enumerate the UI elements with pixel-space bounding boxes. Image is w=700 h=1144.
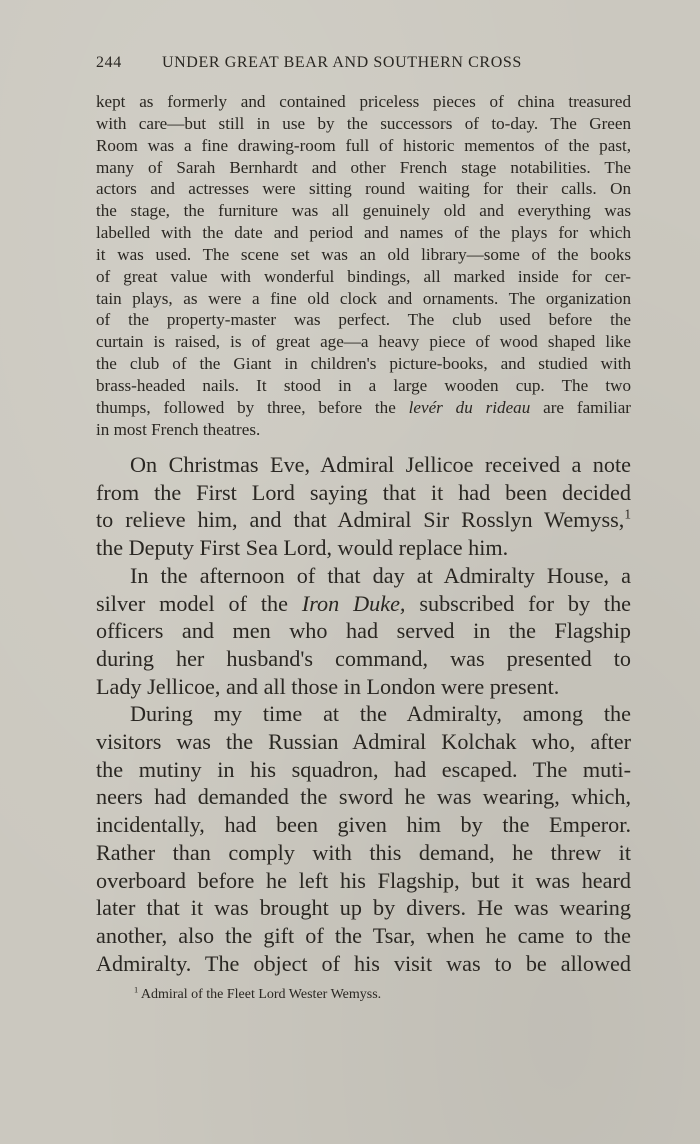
text-line: the stage, the furniture was all genuinely old and everything was: [96, 201, 631, 221]
running-header: [96, 54, 636, 72]
text-line: in most French theatres.: [96, 419, 261, 439]
italic-phrase: Iron Duke,: [301, 590, 406, 616]
text-line: during her husband's command, was presented to: [96, 645, 631, 671]
page-number: 244: [96, 54, 122, 71]
text-line: [96, 506, 631, 534]
text-line: of great value with wonderful bindings, all marked inside for cer-: [96, 266, 631, 286]
italic-phrase: levér du rideau: [408, 397, 531, 417]
text-line: officers and men who had served in the Flagship: [96, 618, 631, 644]
text-segment: are familiar: [543, 397, 631, 417]
text-line: another, also the gift of the Tsar, when he came to the: [96, 922, 631, 948]
text-line: [96, 590, 631, 618]
text-line: overboard before he left his Flagship, but it was heard: [96, 867, 631, 893]
text-line: later that it was brought up by divers. He was wearing: [96, 895, 631, 921]
text-line: the Deputy First Sea Lord, would replace him.: [96, 535, 509, 561]
text-line: neers had demanded the sword he was wearing, which,: [96, 784, 631, 810]
text-segment: thumps, followed by three, before the: [96, 397, 396, 417]
text-line: with care—but still in use by the successors of to-day. The Green: [96, 113, 631, 133]
text-line: kept as formerly and contained priceless pieces of china treasured: [96, 92, 631, 111]
text-line: Lady Jellicoe, and all those in London were present.: [96, 673, 560, 699]
text-line: many of Sarah Bernhardt and other French stage notabilities. The: [96, 157, 631, 177]
footnote-text: Admiral of the Fleet Lord Wester Wemyss.: [140, 987, 382, 1002]
text-line: brass-headed nails. It stood in a large wooden cup. The two: [96, 375, 631, 395]
text-segment: silver model of the: [96, 590, 288, 616]
text-line: During my time at the Admiralty, among the: [130, 701, 631, 727]
text-line: [96, 397, 631, 419]
footnote-marker: 1: [134, 985, 139, 995]
running-title: UNDER GREAT BEAR AND SOUTHERN CROSS: [162, 54, 522, 71]
text-line: Room was a fine drawing-room full of historic mementos of the past,: [96, 135, 631, 155]
text-line: curtain is raised, is of great age—a heavy piece of wood shaped like: [96, 332, 631, 352]
text-line: labelled with the date and period and names of the plays for which: [96, 223, 631, 243]
text-line: from the First Lord saying that it had been decided: [96, 479, 631, 505]
text-segment: to relieve him, and that Admiral Sir Rosslyn Wemyss,: [96, 507, 625, 533]
text-line: it was used. The scene set was an old library—some of the books: [96, 244, 631, 264]
text-segment: subscribed for by the: [419, 590, 632, 616]
text-line: tain plays, as were a fine old clock and ornaments. The organization: [96, 288, 631, 308]
footnote-reference: 1: [624, 507, 631, 523]
text-line: On Christmas Eve, Admiral Jellicoe received a note: [130, 452, 631, 477]
footnote: [134, 987, 381, 1003]
text-line: visitors was the Russian Admiral Kolchak who, after: [96, 729, 631, 755]
quoted-passage: [96, 91, 631, 441]
text-line: the mutiny in his squadron, had escaped. The muti-: [96, 756, 631, 782]
main-body-text: [96, 451, 631, 977]
text-line: Rather than comply with this demand, he threw it: [96, 839, 631, 865]
text-line: of the property-master was perfect. The club used before the: [96, 310, 631, 330]
text-line: incidentally, had been given him by the Emperor.: [96, 812, 631, 838]
text-line: Admiralty. The object of his visit was to be allowed: [96, 950, 631, 976]
text-line: actors and actresses were sitting round waiting for their calls. On: [96, 179, 631, 199]
text-line: In the afternoon of that day at Admiralty House, a: [130, 562, 631, 588]
text-line: the club of the Giant in children's picture-books, and studied with: [96, 354, 631, 374]
